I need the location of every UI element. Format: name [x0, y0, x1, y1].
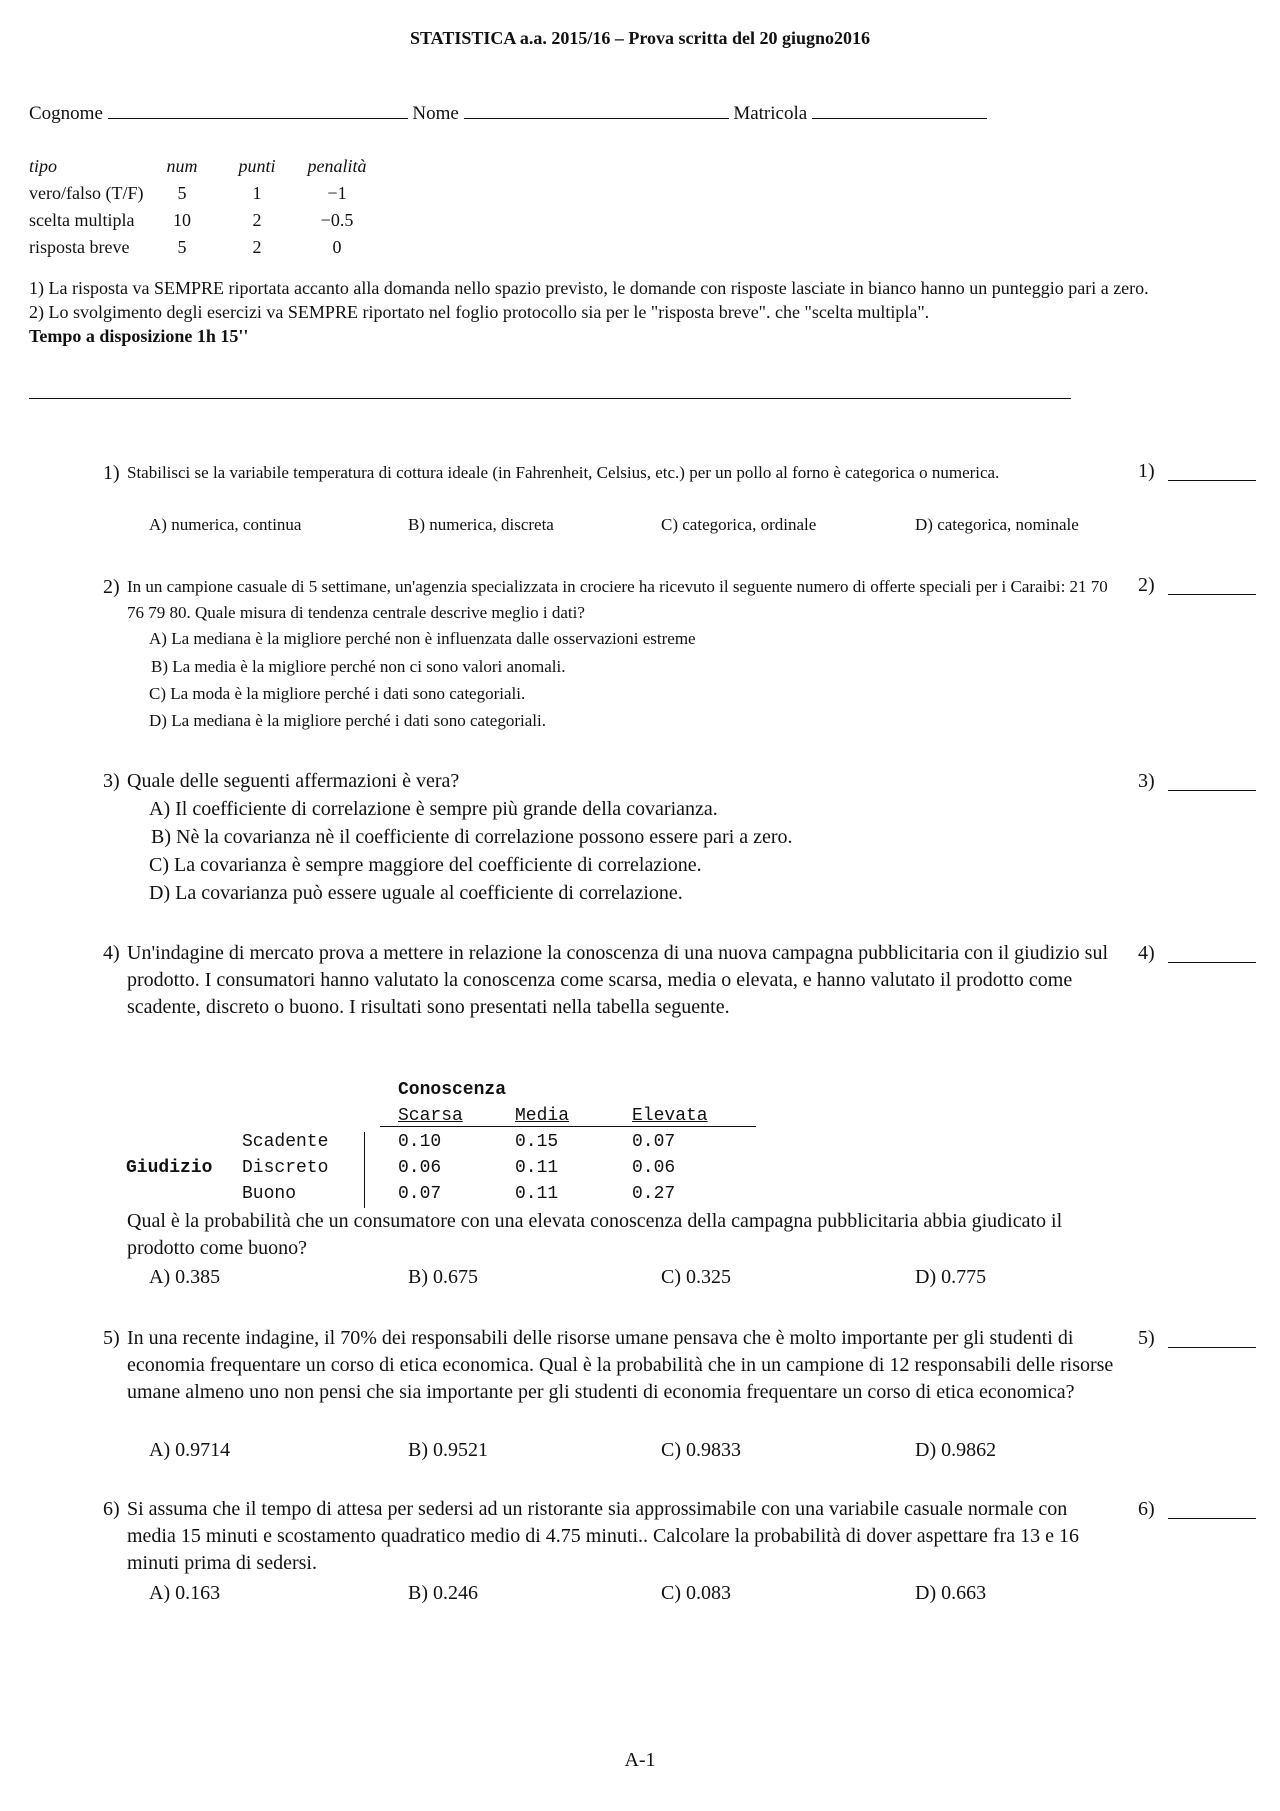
option-d[interactable]: D) 0.663 — [915, 1582, 987, 1604]
question-number: 2) — [103, 576, 120, 598]
option-d[interactable]: D) categorica, nominale — [915, 515, 1079, 534]
question-text: Un'indagine di mercato prova a mettere in relazione la conoscenza di una nuova campagna pubblicitaria con il giudizio sul prodotto. I consumatori hanno valutato la conoscenza come scarsa, media o elevata, e hanno valutato il prodotto come scadente, discreto o buono. I risultati sono presentati nella tabella seguente. — [127, 942, 1109, 1018]
answer-number: 4) — [1138, 942, 1155, 964]
scoring-header: num — [166, 156, 198, 176]
question-text: In un campione casuale di 5 settimane, un'agenzia specializzata in crociere ha ricevuto il seguente numero di offerte speciali per i Caraibi: 21 70 76 79 80. Quale misura di tendenza centrale descrive meglio i dati? — [127, 577, 1108, 622]
matricola-blank[interactable] — [812, 102, 987, 119]
instructions — [29, 276, 1159, 348]
scoring-cell: vero/falso (T/F) — [29, 183, 144, 203]
nome-label: Nome — [412, 103, 459, 124]
option-b[interactable]: B) Nè la covarianza nè il coefficiente di correlazione possono essere pari a zero. — [151, 826, 793, 848]
divider — [29, 398, 1071, 399]
question-5 — [103, 1325, 1113, 1475]
scoring-header: tipo — [29, 156, 58, 176]
table-cell: 0.07 — [398, 1184, 442, 1204]
table-cell: 0.27 — [632, 1184, 676, 1204]
scoring-cell: 1 — [252, 183, 262, 203]
cognome-label: Cognome — [29, 103, 103, 124]
header-underline — [380, 1126, 756, 1127]
question-number: 1) — [103, 462, 120, 484]
table-cell: 0.07 — [632, 1132, 676, 1152]
option-c[interactable]: C) categorica, ordinale — [661, 515, 817, 534]
question-text: In una recente indagine, il 70% dei responsabili delle risorse umane pensava che è molto importante per gli studenti di economia frequentare un corso di etica economica. Qual è la probabilità che in un campione di 12 responsabili delle risorse umane almeno uno non pensi che sia importante per gli studenti di economia frequentare un corso di etica economica? — [127, 1327, 1114, 1403]
question-3 — [103, 768, 1113, 908]
answer-blank-1[interactable] — [1168, 480, 1256, 481]
answer-number: 3) — [1138, 770, 1155, 792]
instruction-1: 1) La risposta va SEMPRE riportata accanto alla domanda nello spazio previsto, le domande con risposte lasciate in bianco hanno un punteggio pari a zero. — [29, 278, 1149, 298]
scoring-table — [29, 150, 377, 258]
question-number: 6) — [103, 1498, 120, 1520]
scoring-cell: risposta breve — [29, 237, 130, 257]
option-b[interactable]: B) 0.9521 — [408, 1439, 488, 1461]
question-1 — [103, 460, 1113, 540]
option-c[interactable]: C) 0.083 — [661, 1582, 731, 1604]
answer-blank-2[interactable] — [1168, 594, 1256, 595]
question-number: 4) — [103, 942, 120, 964]
option-a[interactable]: A) 0.163 — [149, 1582, 221, 1604]
table-cell: 0.15 — [515, 1132, 559, 1152]
question-text: Si assuma che il tempo di attesa per sedersi ad un ristorante sia approssimabile con una variabile casuale normale con media 15 minuti e scostamento quadratico medio di 4.75 minuti.. Calcolare la probabilità di dover aspettare fra 13 e 16 minuti prima di sedersi. — [127, 1498, 1079, 1574]
scoring-cell: 5 — [177, 237, 187, 257]
question-6 — [103, 1496, 1113, 1616]
scoring-cell: 0 — [332, 237, 342, 257]
scoring-cell: 10 — [173, 210, 191, 230]
column-header: Elevata — [632, 1106, 708, 1126]
option-d[interactable]: D) La covarianza può essere uguale al coefficiente di correlazione. — [149, 882, 683, 904]
row-label: Discreto — [242, 1158, 329, 1178]
option-d[interactable]: D) 0.9862 — [915, 1439, 997, 1461]
table-cell: 0.11 — [515, 1158, 559, 1178]
option-b[interactable]: B) numerica, discreta — [408, 515, 554, 534]
scoring-header: penalità — [307, 156, 367, 176]
scoring-header: punti — [238, 156, 276, 176]
page-title: STATISTICA a.a. 2015/16 – Prova scritta del 20 giugno2016 — [409, 28, 871, 48]
option-a[interactable]: A) La mediana è la migliore perché non è influenzata dalle osservazioni estreme — [149, 629, 696, 648]
page-number: A-1 — [624, 1749, 656, 1771]
answer-number: 6) — [1138, 1498, 1155, 1520]
scoring-row — [29, 177, 377, 204]
row-label: Scadente — [242, 1132, 329, 1152]
question-text: Quale delle seguenti affermazioni è vera? — [127, 770, 460, 792]
scoring-header-row — [29, 150, 377, 177]
option-c[interactable]: C) 0.325 — [661, 1266, 731, 1288]
row-divider — [364, 1132, 365, 1208]
option-c[interactable]: C) 0.9833 — [661, 1439, 741, 1461]
question-2 — [103, 574, 1113, 734]
option-a[interactable]: A) 0.9714 — [149, 1439, 231, 1461]
table-cell: 0.11 — [515, 1184, 559, 1204]
scoring-cell: −1 — [327, 183, 347, 203]
answer-blank-4[interactable] — [1168, 962, 1256, 963]
column-header: Media — [515, 1106, 570, 1126]
instruction-2: 2) Lo svolgimento degli esercizi va SEMPRE riportato nel foglio protocollo sia per le "risposta breve". che "scelta multipla". — [29, 302, 930, 322]
row-label: Buono — [242, 1184, 297, 1204]
question-4-followup — [103, 1208, 1113, 1298]
table-cell: 0.06 — [398, 1158, 442, 1178]
scoring-cell: 5 — [177, 183, 187, 203]
scoring-cell: scelta multipla — [29, 210, 135, 230]
option-a[interactable]: A) 0.385 — [149, 1266, 221, 1288]
nome-blank[interactable] — [464, 102, 729, 119]
contingency-table — [126, 1080, 766, 1210]
column-title: Conoscenza — [398, 1080, 507, 1100]
question-4 — [103, 940, 1113, 1060]
scoring-cell: 2 — [252, 210, 262, 230]
cognome-blank[interactable] — [108, 102, 408, 119]
option-c[interactable]: C) La moda è la migliore perché i dati sono categoriali. — [149, 684, 526, 703]
table-cell: 0.06 — [632, 1158, 676, 1178]
question-number: 5) — [103, 1327, 120, 1349]
student-id-line — [29, 102, 987, 125]
option-c[interactable]: C) La covarianza è sempre maggiore del coefficiente di correlazione. — [149, 854, 702, 876]
answer-blank-6[interactable] — [1168, 1518, 1256, 1519]
question-text: Qual è la probabilità che un consumatore con una elevata conoscenza della campagna pubblicitaria abbia giudicato il prodotto come buono? — [127, 1210, 1063, 1259]
row-title: Giudizio — [126, 1158, 213, 1178]
answer-number: 1) — [1138, 460, 1155, 482]
scoring-row — [29, 204, 377, 231]
scoring-cell: 2 — [252, 237, 262, 257]
option-d[interactable]: D) 0.775 — [915, 1266, 987, 1288]
matricola-label: Matricola — [733, 103, 808, 124]
answer-blank-5[interactable] — [1168, 1347, 1256, 1348]
answer-number: 2) — [1138, 574, 1155, 596]
option-d[interactable]: D) La mediana è la migliore perché i dati sono categoriali. — [149, 711, 546, 730]
time-allowed: Tempo a disposizione 1h 15'' — [29, 326, 249, 346]
option-b[interactable]: B) 0.246 — [408, 1582, 478, 1604]
option-a[interactable]: A) Il coefficiente di correlazione è sempre più grande della covarianza. — [149, 798, 718, 820]
table-cell: 0.10 — [398, 1132, 442, 1152]
scoring-cell: −0.5 — [320, 210, 354, 230]
answer-blank-3[interactable] — [1168, 790, 1256, 791]
answer-number: 5) — [1138, 1327, 1155, 1349]
question-number: 3) — [103, 770, 120, 792]
option-b[interactable]: B) 0.675 — [408, 1266, 478, 1288]
option-a[interactable]: A) numerica, continua — [149, 515, 302, 534]
question-text: Stabilisci se la variabile temperatura di cottura ideale (in Fahrenheit, Celsius, etc.) per un pollo al forno è categorica o numerica. — [127, 463, 1000, 482]
column-header: Scarsa — [398, 1106, 463, 1126]
option-b[interactable]: B) La media è la migliore perché non ci sono valori anomali. — [151, 657, 566, 676]
scoring-row — [29, 231, 377, 258]
